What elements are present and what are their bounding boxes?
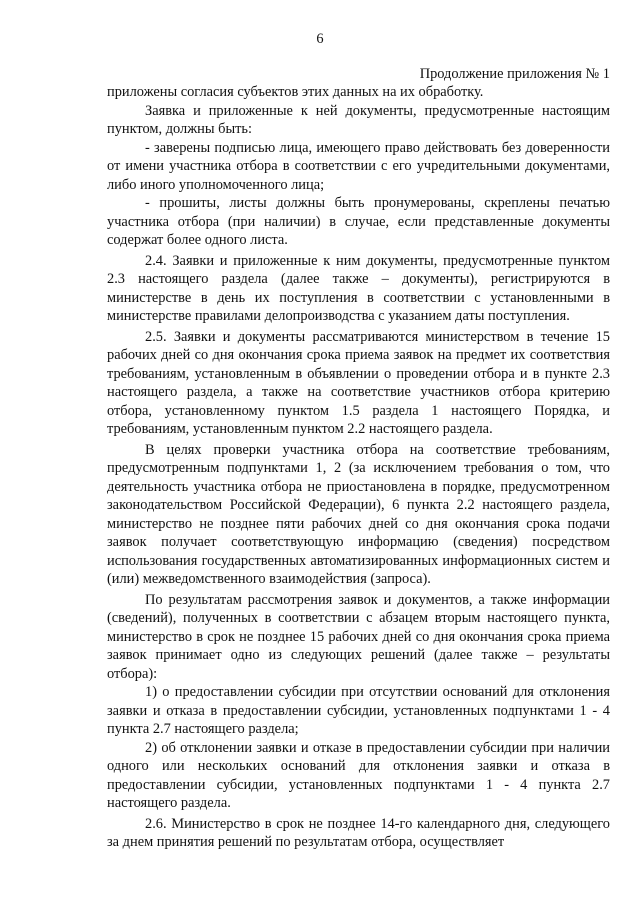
body-text — [107, 83, 610, 852]
list-item: 1) о предоставлении субсидии при отсутствии оснований для отклонения заявки и отказа в предоставлении субсидии, установленных подпунктами 1 - 4 пункта 2.7 настоящего раздела; — [107, 684, 610, 737]
list-item: - заверены подписью лица, имеющего право действовать без доверенности от имени участника отбора в соответствии с его учредительными документами, либо иного уполномоченного лица; — [107, 139, 610, 193]
list-item: 2) об отклонении заявки и отказе в предоставлении субсидии при наличии одного или нескольких оснований для отклонения заявки и отказа в предоставлении субсидии, установленных подпунктами 1 - 4 пункта 2.7 настоящего раздела. — [107, 739, 610, 811]
list-item: - прошиты, листы должны быть пронумерованы, скреплены печатью участника отбора (при наличии) в случае, если представленные документы содержат более одного листа. — [107, 195, 610, 248]
paragraph: приложены согласия субъектов этих данных на их обработку. — [107, 84, 484, 100]
paragraph: В целях проверки участника отбора на соответствие требованиям, предусмотренным подпунктами 1, 2 (за исключением требования о том, что деятельность участника отбора не приостановлена в порядке, предусмотренном законодательством Российской Федерации), 6 пункта 2.2 настоящего раздела, министерство не позднее пяти рабочих дней со дня окончания срока подачи заявок получает соответствующую информацию (сведения) посредством использования государственных автоматизированных информационных систем и (или) межведомственного взаимодействия (запроса). — [107, 441, 610, 587]
paragraph: 2.4. Заявки и приложенные к ним документы, предусмотренные пунктом 2.3 настоящего раздела (далее также – документы), регистрируются в министерстве в день их поступления в соответствии с установленными в министерстве правилами делопроизводства с указанием даты поступления. — [107, 252, 610, 324]
page-number: 6 — [316, 31, 324, 47]
paragraph: Заявка и приложенные к ней документы, предусмотренные настоящим пунктом, должны быть: — [107, 102, 610, 137]
paragraph: По результатам рассмотрения заявок и документов, а также информации (сведений), полученных в соответствии с абзацем вторым настоящего пункта, министерство в срок не позднее 15 рабочих дней со дня окончания срока приема заявок принимает одно из следующих решений (далее также – результаты отбора): — [107, 591, 610, 682]
appendix-continuation-note: Продолжение приложения № 1 — [419, 66, 610, 82]
paragraph: 2.6. Министерство в срок не позднее 14-го календарного дня, следующего за днем принятия решений по результатам отбора, осуществляет — [107, 815, 610, 850]
paragraph: 2.5. Заявки и документы рассматриваются министерством в течение 15 рабочих дней со дня окончания срока приема заявок на предмет их соответствия требованиям, установленным в объявлении о проведении отбора и в пункте 2.3 настоящего раздела, а также на соответствие участников отбора критерию отбора, установленному пунктом 1.5 раздела 1 настоящего Порядка, и требованиям, установленным пунктом 2.2 настоящего раздела. — [107, 328, 610, 437]
